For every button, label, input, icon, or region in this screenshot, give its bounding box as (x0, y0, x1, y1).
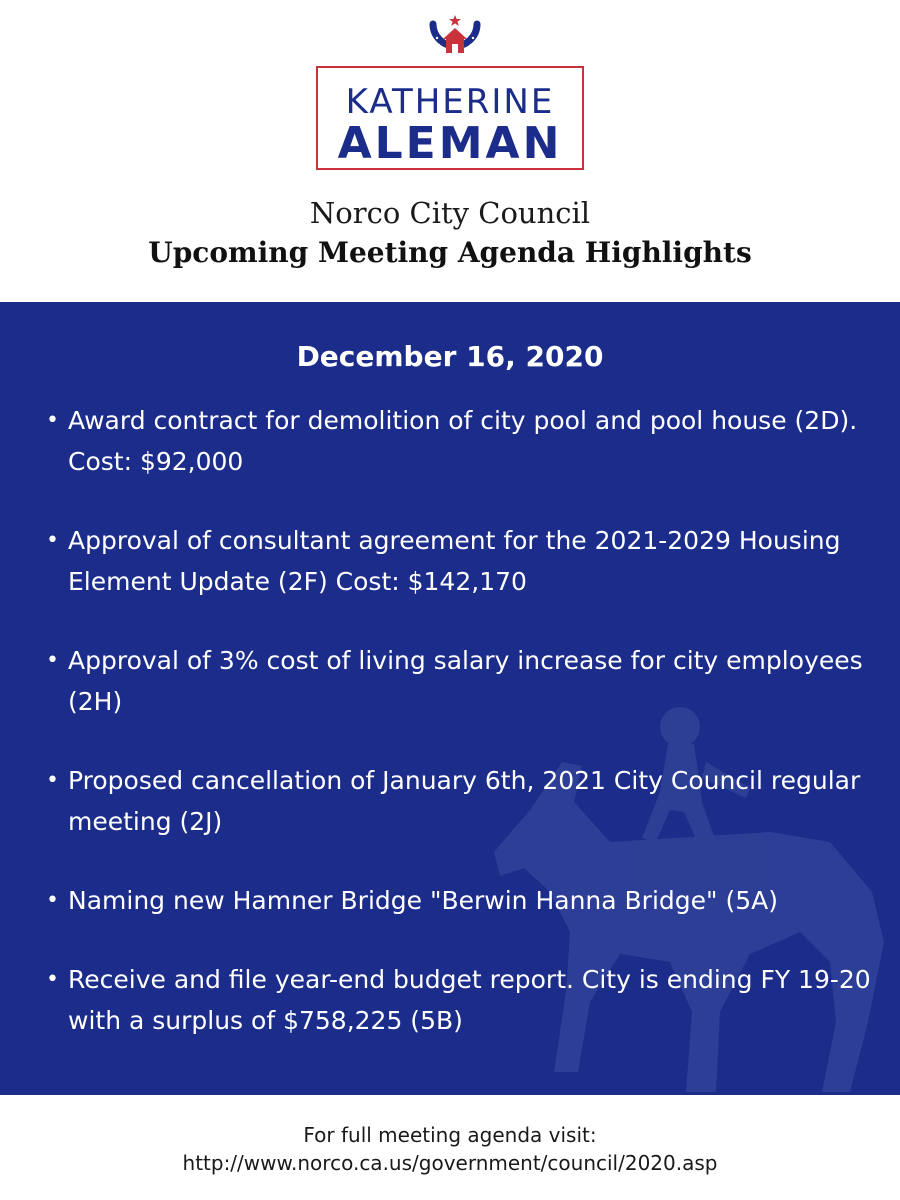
agenda-item (46, 640, 876, 722)
star-icon (449, 15, 461, 26)
header (0, 0, 900, 302)
logo-first-name: KATHERINE (345, 82, 555, 122)
agenda-item-text: Receive and file year-end budget report. City is ending FY 19-20 with a surplus of $758,225 (5B) (68, 965, 871, 1035)
council-title: Norco City Council (309, 196, 591, 230)
candidate-logo (316, 66, 584, 170)
bullet-icon: • (46, 967, 59, 992)
bullet-icon: • (46, 768, 59, 793)
agenda-item-text: Award contract for demolition of city pool and pool house (2D). Cost: $92,000 (68, 406, 858, 476)
agenda-item (46, 400, 876, 482)
agenda-item (46, 880, 876, 921)
agenda-title: Upcoming Meeting Agenda Highlights (148, 236, 752, 269)
meeting-date: December 16, 2020 (296, 340, 604, 373)
agenda-item-text: Proposed cancellation of January 6th, 2021 City Council regular meeting (2J) (68, 766, 861, 836)
footer (0, 1095, 900, 1200)
agenda-item (46, 520, 876, 602)
horseshoe-icon (420, 14, 490, 72)
agenda-item (46, 760, 876, 842)
bullet-icon: • (46, 888, 59, 913)
agenda-url-link[interactable]: http://www.norco.ca.us/government/council/2020.asp (182, 1151, 718, 1175)
house-icon (443, 28, 467, 53)
footer-prompt: For full meeting agenda visit: (303, 1123, 597, 1147)
agenda-panel (0, 302, 900, 1095)
bullet-icon: • (46, 648, 59, 673)
agenda-item-text: Approval of 3% cost of living salary increase for city employees (2H) (68, 646, 863, 716)
agenda-list (46, 400, 876, 1079)
agenda-item (46, 959, 876, 1041)
bullet-icon: • (46, 408, 59, 433)
bullet-icon: • (46, 528, 59, 553)
agenda-item-text: Naming new Hamner Bridge "Berwin Hanna Bridge" (5A) (68, 886, 778, 915)
agenda-item-text: Approval of consultant agreement for the 2021-2029 Housing Element Update (2F) Cost: $142,170 (68, 526, 841, 596)
logo-last-name: ALEMAN (337, 118, 563, 169)
